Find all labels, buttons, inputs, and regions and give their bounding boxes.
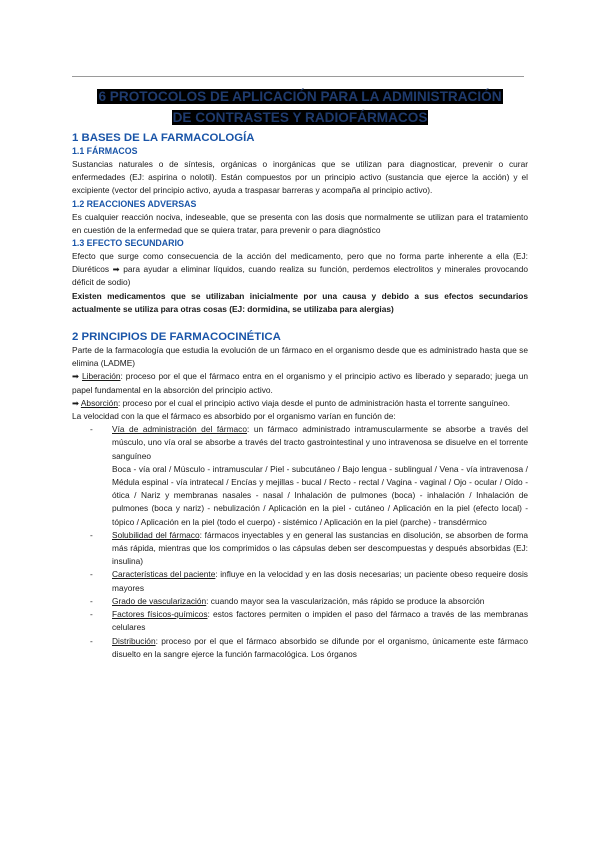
factors-list: [72, 423, 528, 661]
dash-bullet: -: [90, 635, 93, 646]
efecto-paragraph: Efecto que surge como consecuencia de la acción del medicamento, pero que no forma parte inherente a ella (EJ: Diuréticos ➡ para ayudar a eliminar líquidos, cuando realiza su función, perdemos electrolitos y minerales provocando déficit de sodio): [72, 251, 528, 288]
factor-text: : proceso por el que el fármaco absorbido se difunde por el organismo, únicamente este fármaco disuelto en la sangre ejerce la función farmacológica. Los órganos: [112, 635, 528, 659]
top-divider: [72, 76, 524, 77]
subsection-1-2-heading: 1.2 REACCIONES ADVERSAS: [72, 198, 197, 209]
list-item: [72, 568, 528, 594]
absorcion-term: Absorción: [80, 397, 118, 408]
factor-term: Factores físicos-químicos: [112, 609, 208, 620]
absorcion-paragraph: [72, 397, 528, 410]
factor-term: Grado de vascularización: [112, 595, 207, 606]
list-item: [72, 529, 528, 569]
liberacion-paragraph: [72, 370, 528, 396]
dash-bullet: -: [90, 569, 93, 580]
title-line-2: DE CONTRASTES Y RADIOFÁRMACOS: [172, 110, 428, 125]
factor-term: Distribución: [112, 635, 156, 646]
arrow-icon: ➡: [72, 371, 79, 382]
section-1-heading: 1 BASES DE LA FARMACOLOGÍA: [72, 132, 255, 144]
factor-term: Vía de administración del fármaco: [112, 424, 247, 435]
dash-bullet: -: [90, 424, 93, 435]
arrow-icon: ➡: [72, 397, 79, 408]
section-gap: [72, 316, 528, 330]
list-item: [72, 595, 528, 608]
dash-bullet: -: [90, 595, 93, 606]
factor-text: : influye en la velocidad y en las dosis necesarias; un paciente obeso requeire dosis mayores: [112, 569, 528, 593]
reacciones-paragraph: Es cualquier reacción nociva, indeseable, que se presenta con las dosis que normalmente se utilizan para el tratamiento en cuestión de la enfermedad que se quiera tratar, para prevenir o para diagnóstico: [72, 211, 528, 235]
title-line-1: 6 PROTOCOLOS DE APLICACIÓN PARA LA ADMINISTRACIÓN: [98, 89, 502, 104]
list-item: [72, 635, 528, 661]
factor-text: : un fármaco administrado intramuscularmente se absorbe a través del músculo, uno vía oral se absorbe a través del tracto gastrointestinal y uno intravenosa se disuelve en el torrente sanguíneo: [112, 424, 528, 461]
factor-text: : cuando mayor sea la vascularización, más rápido se produce la absorción: [206, 595, 485, 606]
dash-bullet: -: [90, 529, 93, 540]
page-title: [72, 86, 528, 128]
section-2-heading: 2 PRINCIPIOS DE FARMACOCINÉTICA: [72, 331, 281, 344]
document-body: [72, 131, 528, 661]
farmacos-paragraph: Sustancias naturales o de síntesis, orgánicas o inorgánicas que se utilizan para diagnosticar, prevenir o curar enfermedades (EJ: aspirina o nolotil). Están compuestos por un principio activo (sustancia que ejerce la acción) y el excipiente (vector del principio activo, ayuda a traspasar barreras y acompaña al principio activo).: [72, 159, 528, 196]
dash-bullet: -: [90, 609, 93, 620]
factor-term: Características del paciente: [112, 569, 216, 580]
subsection-1-1-heading: 1.1 FÁRMACOS: [72, 146, 138, 156]
list-item: [72, 423, 528, 529]
liberacion-text: : proceso por el que el fármaco entra en el organismo y el principio activo es liberado y separado; juega un papel fundamental en la absorción del principio activo.: [72, 371, 528, 395]
list-item: [72, 608, 528, 634]
efecto-bold-paragraph: Existen medicamentos que se utilizaban inicialmente por una causa y debido a sus efectos secundarios actualmente se utiliza para otras cosas (EJ: dormidina, se utilizaba para alergias): [72, 290, 528, 314]
factor-text: : estos factores permiten o impiden el paso del fármaco a través de las membranas celulares: [112, 609, 528, 633]
liberacion-term: Liberación: [81, 371, 121, 382]
farmacocinetica-intro: Parte de la farmacología que estudia la evolución de un fármaco en el organismo desde que es administrado hasta que se elimina (LADME): [72, 345, 528, 369]
factor-text: : fármacos inyectables y en general las sustancias en disolución, se absorben de forma más rápida, mientras que los comprimidos o las cápsulas deben ser descompuestas y después absorbidas (EJ: insulina): [112, 529, 529, 567]
factor-term: Solubilidad del fármaco: [112, 529, 200, 540]
absorcion-text: : proceso por el cual el principio activo viaja desde el punto de administración hasta el torrente sanguíneo.: [117, 397, 510, 408]
subsection-1-3-heading: 1.3 EFECTO SECUNDARIO: [72, 238, 184, 249]
factor-extra: Boca - vía oral / Músculo - intramuscular / Piel - subcutáneo / Bajo lengua - sublingual / Vena - vía intravenosa / Médula espinal - vía intratecal / Encías y mejillas - bucal / Recto - rectal / Vagina - vaginal / Ojo - ocular / Oído - ótica / Nariz y membranas nasales - nasal / Inhalación de pulmones (boca) - inhalación / Inhalación de pulmones (boca y nariz) - nebulización / Aplicación en la piel - cutáneo / Aplicación en la piel (efecto local) - tópico / Aplicación en la piel (todo el cuerpo) - sistémico / Aplicación en la piel (parche) - transdérmico: [112, 463, 528, 527]
velocidad-intro: La velocidad con la que el fármaco es absorbido por el organismo varían en función de:: [72, 411, 396, 422]
